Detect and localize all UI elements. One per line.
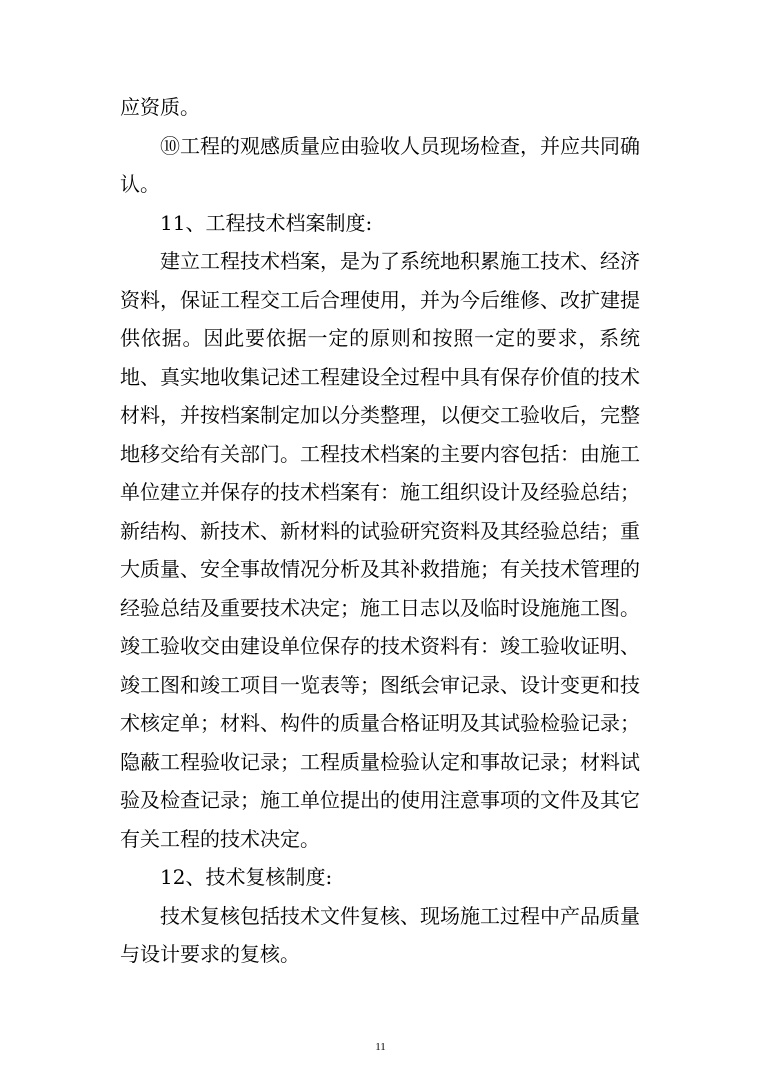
paragraph-technical-archive: 建立工程技术档案，是为了系统地积累施工技术、经济资料，保证工程交工后合理使用，并为今后维修、改扩建提供依据。因此要依据一定的原则和按照一定的要求，系统地、真实地收集记述工程建设全过程中具有保存价值的技术材料，并按档案制定加以分类整理，以便交工验收后，完整地移交给有关部门。工程技术档案的主要内容包括：由施工单位建立并保存的技术档案有：施工组织设计及经验总结；新结构、新技术、新材料的试验研究资料及其经验总结；重大质量、安全事故情况分析及其补救措施；有关技术管理的经验总结及重要技术决定；施工日志以及临时设施施工图。竣工验收交由建设单位保存的技术资料有：竣工验收证明、竣工图和竣工项目一览表等；图纸会审记录、设计变更和技术核定单；材料、构件的质量合格证明及其试验检验记录；隐蔽工程验收记录；工程质量检验认定和事故记录；材料试验及检查记录；施工单位提出的使用注意事项的文件及其它有关工程的技术决定。 (120, 249, 640, 851)
paragraph-technical-review: 技术复核包括技术文件复核、现场施工过程中产品质量与设计要求的复核。 (120, 903, 640, 966)
paragraph-qualification-end: 应资质。 (120, 95, 200, 119)
page-number: 11 (375, 1041, 386, 1053)
heading-technical-review-system: 12、技术复核制度: (160, 865, 333, 889)
heading-technical-archive-system: 11、工程技术档案制度: (160, 210, 373, 235)
document-body (120, 88, 640, 974)
paragraph-appearance-quality: ⑩工程的观感质量应由验收人员现场检查，并应共同确认。 (120, 133, 640, 196)
